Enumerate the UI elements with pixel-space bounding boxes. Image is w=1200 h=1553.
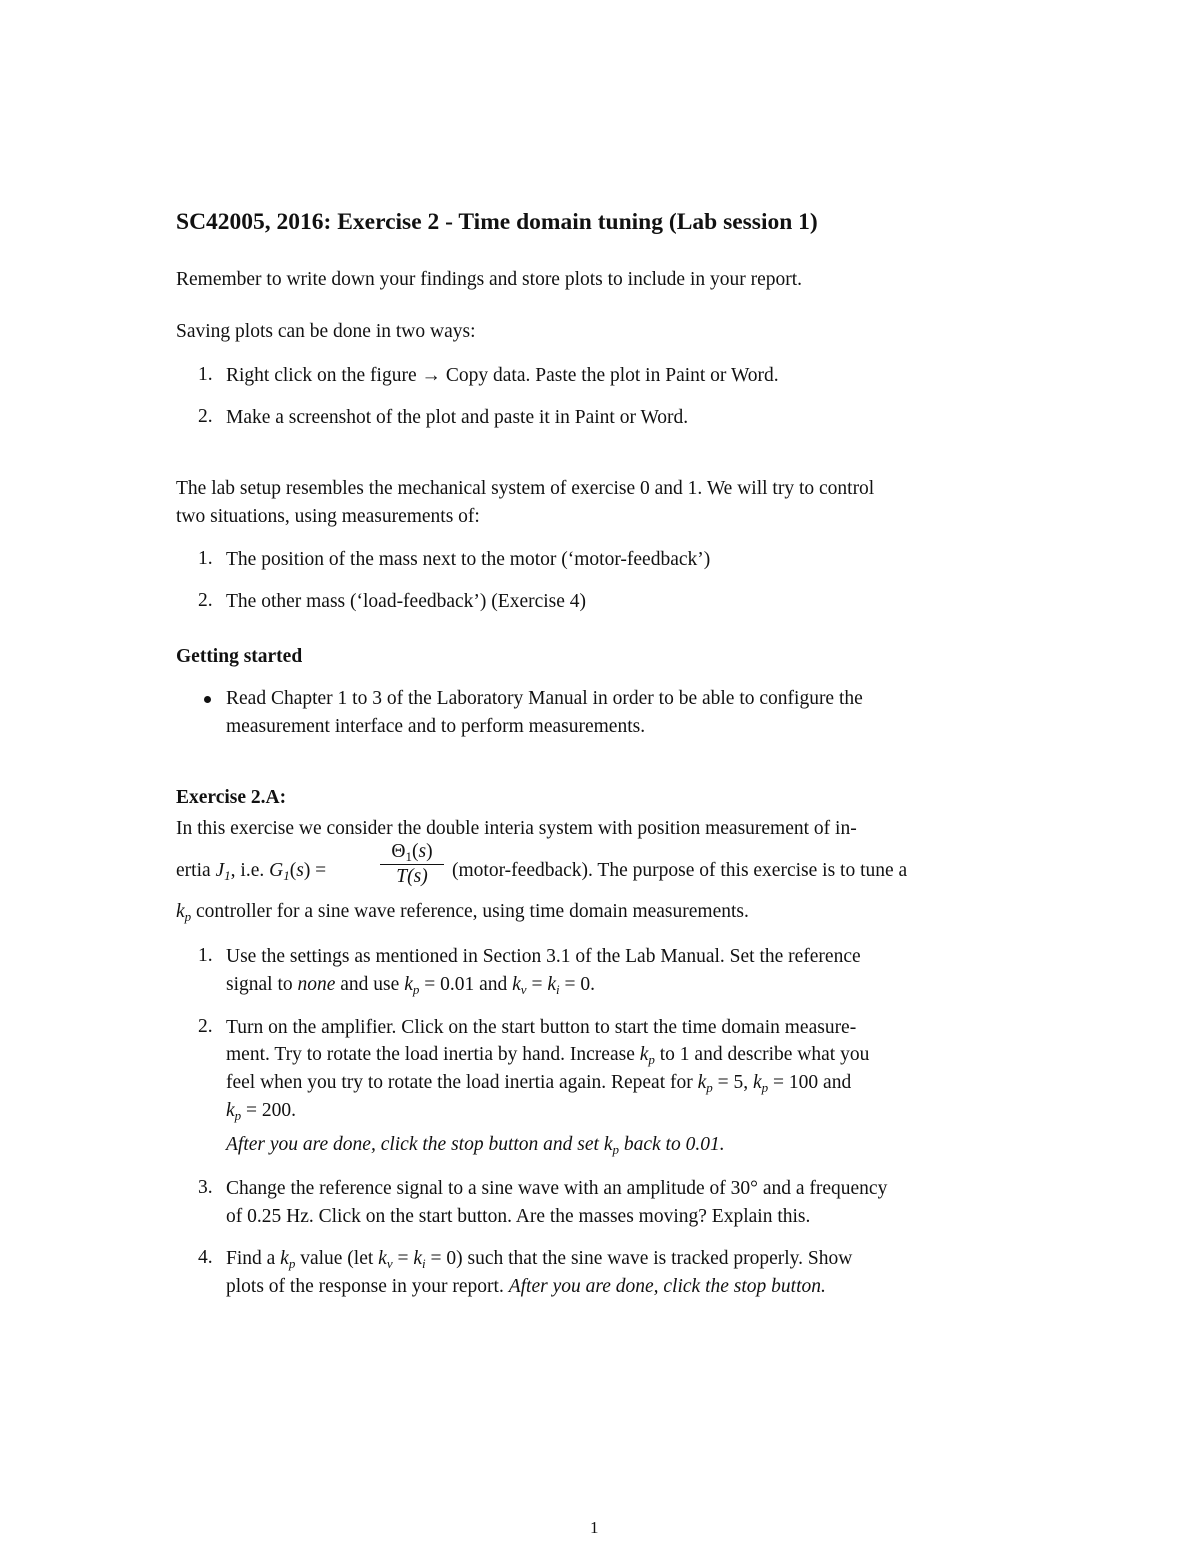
list-item: plots of the response in your report. After you are done, click the stop button. [226,1276,826,1297]
intro-text: Remember to write down your findings and store plots to include in your report. [176,269,803,290]
list-number: 4. [198,1247,213,1268]
list-item: ment. Try to rotate the load inertia by hand. Increase $k_p$ to 1 and describe what you [226,1044,870,1067]
exercise-text: ertia $J_1$, i.e. $G_1(s)$ = [176,860,327,883]
list-number: 3. [198,1177,213,1198]
list-number: 2. [198,406,213,427]
bullet-icon [204,696,211,703]
exercise-text: (motor-feedback). The purpose of this exercise is to tune a [452,860,908,881]
bullet-text: Read Chapter 1 to 3 of the Laboratory Manual in order to be able to configure the [226,688,863,709]
right-arrow-icon: → [421,365,441,386]
list-item: The other mass (‘load-feedback’) (Exercise 4) [226,591,587,612]
list-item-note: After you are done, click the stop button and set $k_p$ back to 0.01. [226,1134,725,1157]
list-item: feel when you try to rotate the load inertia again. Repeat for $k_p = 5$, $k_p = 100$ and [226,1072,852,1095]
list-item-text: Right click on the figure [226,365,417,386]
page-title: SC42005, 2016: Exercise 2 - Time domain tuning (Lab session 1) [176,209,818,235]
exercise-heading: Exercise 2.A: [176,787,287,808]
list-item-text: Copy data. Paste the plot in Paint or Word. [445,365,779,386]
list-number: 1. [198,548,213,569]
page-number: 1 [590,1518,599,1537]
exercise-text: $k_p$ controller for a sine wave reference, using time domain measurements. [176,901,749,924]
list-item: of 0.25 Hz. Click on the start button. Are the masses moving? Explain this. [226,1206,811,1227]
list-item: $k_p = 200$. [226,1100,297,1123]
list-number: 2. [198,1016,213,1037]
list-item: Use the settings as mentioned in Section 3.1 of the Lab Manual. Set the reference [226,946,861,967]
setup-text: two situations, using measurements of: [176,506,480,527]
section-heading: Getting started [176,646,303,667]
list-number: 2. [198,590,213,611]
list-item [226,362,779,390]
bullet-text: measurement interface and to perform measurements. [226,716,646,737]
list-number: 1. [198,364,213,385]
list-item: Make a screenshot of the plot and paste it in Paint or Word. [226,407,689,428]
list-number: 1. [198,945,213,966]
setup-text: The lab setup resembles the mechanical system of exercise 0 and 1. We will try to control [176,478,875,499]
list-item: Change the reference signal to a sine wave with an amplitude of 30° and a frequency [226,1178,888,1199]
list-item: Find a $k_p$ value (let $k_v = k_i = 0$) such that the sine wave is tracked properly. Show [226,1248,853,1271]
saving-intro: Saving plots can be done in two ways: [176,321,476,342]
exercise-text: In this exercise we consider the double interia system with position measurement of in- [176,818,857,839]
list-item: signal to none and use $k_p = 0.01$ and $k_v = k_i = 0$. [226,974,595,997]
list-item: The position of the mass next to the motor (‘motor-feedback’) [226,549,711,570]
list-item: Turn on the amplifier. Click on the start button to start the time domain measure- [226,1017,857,1038]
transfer-function-fraction: $\Theta_1(s)$ T(s) [380,841,444,888]
